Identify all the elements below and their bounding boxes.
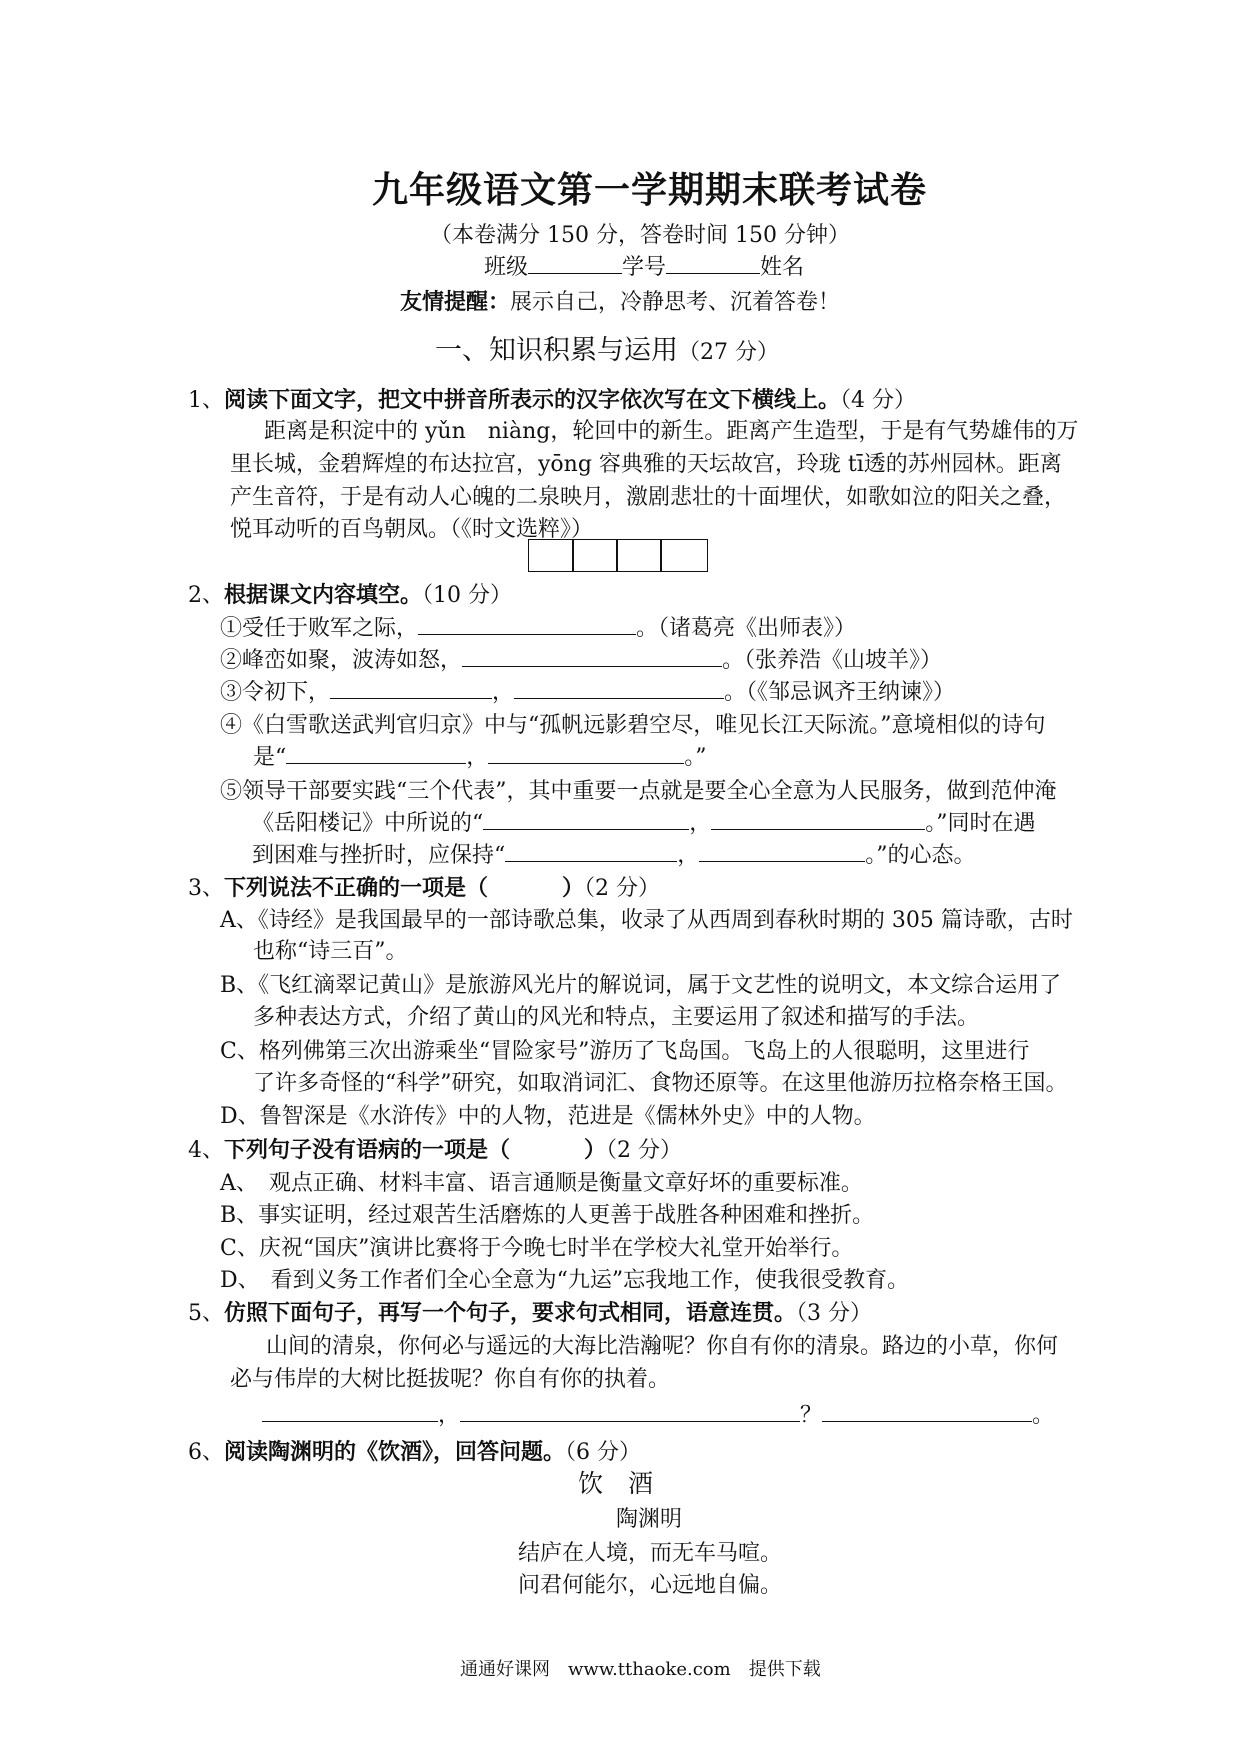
q2-item-5-line-2 <box>252 806 1036 837</box>
poem-title: 饮 酒 <box>578 1469 654 1498</box>
q5-answer-line <box>262 1398 1054 1429</box>
class-field[interactable] <box>528 253 622 274</box>
question-score: （4 分） <box>840 388 917 413</box>
poem-author: 陶渊明 <box>616 1507 683 1532</box>
poem-line-2: 问君何能尔，心远地自偏。 <box>518 1573 783 1598</box>
reminder-line <box>400 285 840 316</box>
question-prompt: 阅读下面文字，把文中拼音所表示的汉字依次写在文下横线上。 <box>224 387 841 413</box>
question-number: 4、 <box>188 1138 224 1163</box>
q4-option-d: D、 看到义务工作者们全心全意为“九运”忘我地工作，使我很受教育。 <box>220 1268 910 1293</box>
item-text: 。”同时在遇 <box>925 811 1036 836</box>
page-footer: 通通好课网 www.tthaoke.com 提供下载 <box>460 1659 821 1680</box>
item-source: 。（诸葛亮《出师表》） <box>636 616 857 641</box>
q4-option-b: B、事实证明，经过艰苦生活磨炼的人更善于战胜各种困难和挫折。 <box>220 1203 875 1228</box>
question-number: 1、 <box>188 388 224 413</box>
question-number: 2、 <box>188 583 224 608</box>
q2-item-5-line-3 <box>252 838 976 869</box>
item-text: ③令初下， <box>220 680 331 705</box>
question-number: 6、 <box>188 1440 224 1465</box>
item-text: ①受任于败军之际， <box>220 616 419 641</box>
q3-option-b-line-2: 多种表达方式，介绍了黄山的风光和特点，主要运用了叙述和描写的手法。 <box>253 1005 980 1030</box>
q3-option-b-line-1: B、《飞红滴翠记黄山》是旅游风光片的解说词，属于文艺性的说明文，本文综合运用了 <box>220 973 1062 998</box>
question-score: （10 分） <box>422 583 513 608</box>
item-separator: ， <box>677 843 700 868</box>
q5-example-line-2: 必与伟岸的大树比挺拔呢？你自有你的执着。 <box>230 1367 671 1392</box>
name-label: 姓名 <box>760 255 805 280</box>
question-score: （3 分） <box>796 1301 873 1326</box>
number-label: 学号 <box>622 255 667 280</box>
separator: 。 <box>1032 1403 1055 1428</box>
fill-blank[interactable] <box>418 614 636 635</box>
question-5-heading <box>188 1296 872 1327</box>
separator: ， <box>438 1403 461 1428</box>
q4-option-a: A、 观点正确、材料丰富、语言通顺是衡量文章好坏的重要标准。 <box>220 1171 863 1196</box>
poem-line-1: 结庐在人境，而无车马喧。 <box>518 1541 783 1566</box>
answer-box-1[interactable] <box>528 539 574 572</box>
question-2-heading <box>188 578 512 609</box>
q2-item-2 <box>220 643 942 674</box>
item-text: 。”的心态。 <box>865 843 976 868</box>
question-1-heading <box>188 383 916 414</box>
answer-box-3[interactable] <box>616 539 662 572</box>
answer-box-2[interactable] <box>572 539 618 572</box>
q2-item-4-line-1: ④《白雪歌送武判官归京》中与“孤帆远影碧空尽，唯见长江天际流。”意境相似的诗句 <box>220 713 1046 738</box>
item-text: 到困难与挫折时，应保持“ <box>252 843 506 868</box>
question-3-heading <box>188 871 660 902</box>
q3-option-c-line-1: C、格列佛第三次出游乘坐“冒险家号”游历了飞岛国。飞岛上的人很聪明，这里进行 <box>220 1039 1030 1064</box>
item-source: 。（张养浩《山坡羊》） <box>722 648 943 673</box>
question-score: （6 分） <box>565 1440 642 1465</box>
q5-example-line-1: 山间的清泉，你何必与遥远的大海比浩瀚呢？你自有你的清泉。路边的小草，你何 <box>266 1334 1059 1359</box>
q1-passage-line-1: 距离是积淀中的 yǔn niàng，轮回中的新生。距离产生造型，于是有气势雄伟的万 <box>264 419 1079 444</box>
q3-option-a-line-1: A、《诗经》是我国最早的一部诗歌总集，收录了从西周到春秋时期的 305 篇诗歌，古时 <box>220 908 1073 933</box>
q3-option-a-line-2: 也称“诗三百”。 <box>253 939 408 964</box>
item-text: 《岳阳楼记》中所说的“ <box>252 811 484 836</box>
item-separator: ， <box>689 811 712 836</box>
question-prompt: 下列说法不正确的一项是（ <box>224 875 489 901</box>
fill-blank[interactable] <box>514 678 724 699</box>
section-score: （27 分） <box>678 340 779 365</box>
fill-blank[interactable] <box>286 743 466 764</box>
q3-option-c-line-2: 了许多奇怪的“科学”研究，如取消词汇、食物还原等。在这里他游历拉格奈格王国。 <box>253 1071 1068 1096</box>
item-text: 。” <box>684 745 707 770</box>
q4-option-c: C、庆祝“国庆”演讲比赛将于今晚七时半在学校大礼堂开始举行。 <box>220 1236 854 1261</box>
fill-blank[interactable] <box>330 678 492 699</box>
q1-passage-line-3: 产生音符，于是有动人心魄的二泉映月，激剧悲壮的十面埋伏，如歌如泣的阳关之叠， <box>230 485 1067 510</box>
reminder-text: 展示自己，冷静思考、沉着答卷！ <box>510 290 841 315</box>
fill-blank[interactable] <box>262 1401 438 1422</box>
reminder-label: 友情提醒： <box>400 289 511 315</box>
item-text: 是“ <box>253 745 287 770</box>
fill-blank[interactable] <box>488 743 684 764</box>
question-number: 3、 <box>188 876 224 901</box>
question-score: （2 分） <box>584 876 661 901</box>
page-title: 九年级语文第一学期期末联考试卷 <box>372 169 928 211</box>
fill-blank[interactable] <box>483 809 689 830</box>
answer-box-4[interactable] <box>660 539 708 572</box>
q1-passage-line-2: 里长城，金碧辉煌的布达拉宫，yōng 容典雅的天坛故宫，玲珑 tī透的苏州园林。距离 <box>230 452 1062 477</box>
bracket-close: ） <box>562 875 585 901</box>
item-separator: ， <box>492 680 515 705</box>
fill-blank[interactable] <box>699 841 865 862</box>
number-field[interactable] <box>666 253 760 274</box>
item-source: 。（《邹忌讽齐王纳谏》） <box>724 680 956 705</box>
q2-item-4-line-2 <box>253 740 707 771</box>
question-6-heading <box>188 1435 641 1466</box>
separator: ？ <box>800 1403 823 1428</box>
q2-item-3 <box>220 675 955 706</box>
question-score: （2 分） <box>606 1138 683 1163</box>
item-separator: ， <box>466 745 489 770</box>
question-4-heading <box>188 1133 682 1164</box>
q1-passage-line-4: 悦耳动听的百鸟朝凤。（《时文选粹》） <box>230 517 594 542</box>
question-prompt: 仿照下面句子，再写一个句子，要求句式相同，语意连贯。 <box>224 1300 797 1326</box>
fill-blank[interactable] <box>711 809 925 830</box>
q2-item-1 <box>220 611 856 642</box>
q2-item-5-line-1: ⑤领导干部要实践“三个代表”，其中重要一点就是要全心全意为人民服务，做到范仲淹 <box>220 779 1057 804</box>
question-prompt: 下列句子没有语病的一项是（ <box>224 1137 511 1163</box>
item-text: ②峰峦如聚，波涛如怒， <box>220 648 463 673</box>
section-heading <box>435 328 779 367</box>
fill-blank[interactable] <box>822 1401 1032 1422</box>
question-prompt: 根据课文内容填空。 <box>224 582 423 608</box>
section-title: 一、知识积累与运用 <box>435 335 678 366</box>
question-prompt: 阅读陶渊明的《饮酒》，回答问题。 <box>224 1439 566 1465</box>
bracket-close: ） <box>584 1137 607 1163</box>
q3-option-d: D、鲁智深是《水浒传》中的人物，范进是《儒林外史》中的人物。 <box>220 1104 876 1129</box>
fill-blank[interactable] <box>462 646 722 667</box>
fill-blank[interactable] <box>505 841 677 862</box>
question-number: 5、 <box>188 1301 224 1326</box>
exam-subtitle: （本卷满分 150 分，答卷时间 150 分钟） <box>430 223 850 248</box>
fill-blank[interactable] <box>460 1401 800 1422</box>
class-label: 班级 <box>484 255 529 280</box>
student-info-line <box>484 250 804 281</box>
